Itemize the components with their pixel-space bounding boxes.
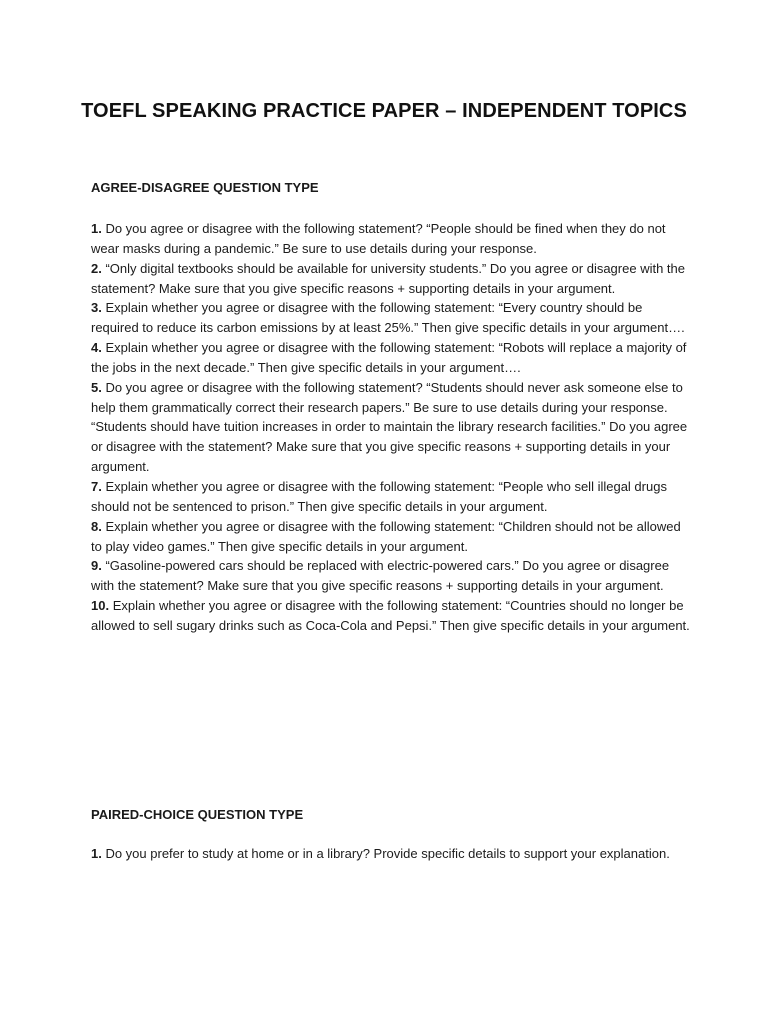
agree-disagree-question-list [91, 219, 691, 636]
question-text: “Only digital textbooks should be available for university students.” Do you agree or disagree with the statement? Make sure that you give specific reasons + supporting details in your argument. [91, 260, 685, 296]
question-number: 2. [91, 260, 102, 276]
question-number: 7. [91, 478, 102, 494]
question-number: 3. [91, 300, 102, 316]
question-number: 5. [91, 379, 102, 395]
question-item-2 [91, 259, 691, 299]
question-text: Explain whether you agree or disagree with the following statement: “Every country should be required to reduce its carbon emissions by at least 25%.” Then give specific details in your argument…. [91, 300, 685, 336]
section-heading-paired-choice: PAIRED-CHOICE QUESTION TYPE [91, 807, 304, 822]
question-text: Explain whether you agree or disagree with the following statement: “Countries should no longer be allowed to sell sugary drinks such as Coca-Cola and Pepsi.” Then give specific details in your argument. [91, 598, 690, 633]
question-item-6 [91, 417, 691, 477]
question-item-10 [91, 596, 691, 636]
question-item-9 [91, 556, 691, 596]
question-number: 4. [91, 340, 102, 356]
paired-choice-question-list [91, 844, 691, 864]
question-text: Explain whether you agree or disagree with the following statement: “People who sell illegal drugs should not be sentenced to prison.” Then give specific details in your argument. [91, 478, 667, 514]
question-item-1 [91, 844, 691, 864]
question-number: 8. [91, 518, 102, 534]
question-item-1 [91, 219, 691, 259]
question-text: Do you agree or disagree with the following statement? “Students should never ask someone else to help them grammatically correct their research papers.” Be sure to use details during your response. [91, 379, 683, 415]
question-text: Explain whether you agree or disagree with the following statement: “Children should not be allowed to play video games.” Then give specific details in your argument. [91, 518, 681, 554]
page-title: TOEFL SPEAKING PRACTICE PAPER – INDEPENDENT TOPICS [81, 100, 687, 122]
question-item-3 [91, 298, 691, 338]
question-number: 9. [91, 558, 102, 574]
question-number: 10. [91, 598, 110, 614]
question-number: 1. [91, 846, 102, 861]
question-text: Do you prefer to study at home or in a library? Provide specific details to support your explanation. [101, 846, 670, 861]
question-item-5 [91, 378, 691, 418]
question-text: “Students should have tuition increases in order to maintain the library research facilities.” Do you agree or disagree with the statement? Make sure that you give specific reasons + supporting details in your argument. [91, 419, 688, 475]
question-item-8 [91, 517, 691, 557]
question-item-4 [91, 338, 691, 378]
question-number: 1. [91, 221, 102, 236]
question-text: Explain whether you agree or disagree with the following statement: “Robots will replace a majority of the jobs in the next decade.” Then give specific details in your argument…. [91, 340, 687, 375]
question-text: Do you agree or disagree with the following statement? “People should be fined when they do not wear masks during a pandemic.” Be sure to use details during your response. [91, 221, 666, 256]
section-heading-agree-disagree: AGREE-DISAGREE QUESTION TYPE [91, 180, 319, 195]
question-text: “Gasoline-powered cars should be replaced with electric-powered cars.” Do you agree or disagree with the statement? Make sure that you give specific reasons + supporting details in your argument. [91, 558, 670, 594]
question-item-7 [91, 477, 691, 517]
